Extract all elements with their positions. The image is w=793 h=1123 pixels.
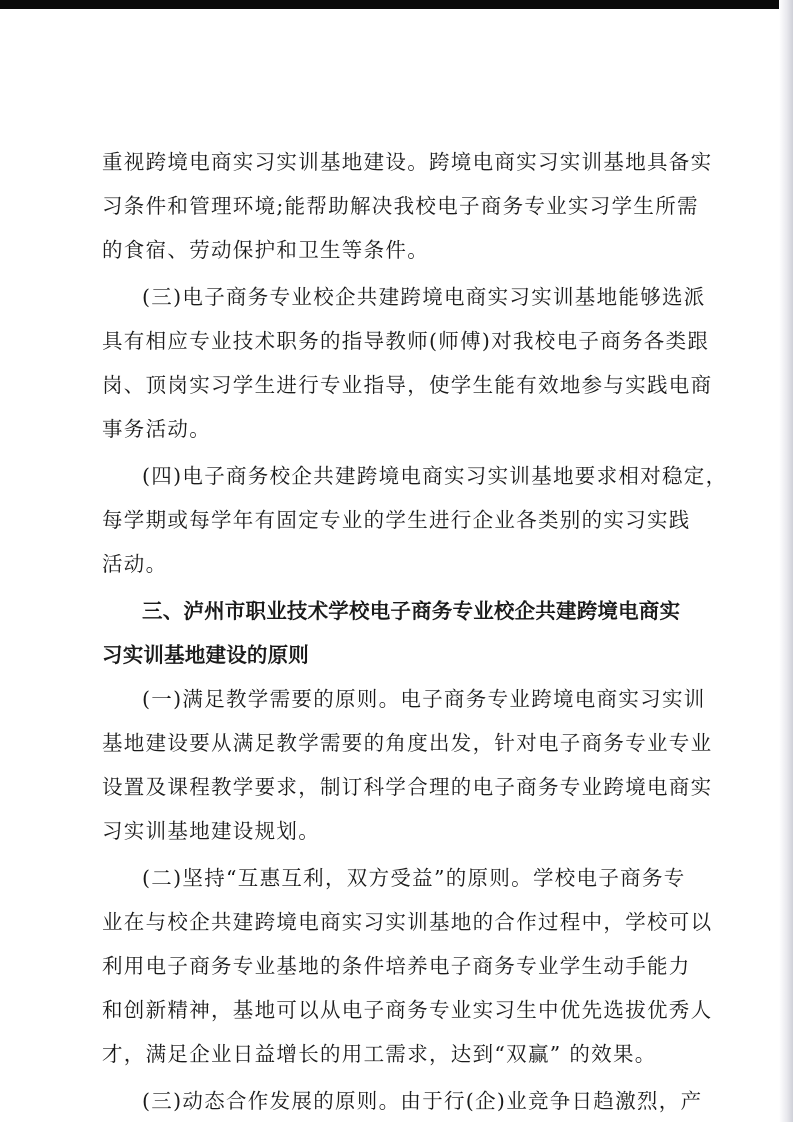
paragraph-1 <box>102 140 713 272</box>
text-line: 活动。 <box>102 552 168 576</box>
text-line: 利用电子商务专业基地的条件培养电子商务专业学生动手能力 <box>102 954 691 978</box>
section-heading <box>102 589 696 677</box>
text-line: (一)满足教学需要的原则。电子商务专业跨境电商实习实训 <box>142 687 706 711</box>
heading-line: 三、泸州市职业技术学校电子商务专业校企共建跨境电商实 <box>142 599 681 623</box>
text-line: 每学期或每学年有固定专业的学生进行企业各类别的实习实践 <box>102 508 691 532</box>
paragraph-3 <box>102 454 728 586</box>
text-line: 事务活动。 <box>102 417 211 441</box>
text-line: 的食宿、劳动保护和卫生等条件。 <box>102 238 429 262</box>
text-line: 习实训基地建设规划。 <box>102 819 320 843</box>
text-line: 基地建设要从满足教学需要的角度出发，针对电子商务专业专业 <box>102 731 713 755</box>
text-line: 业在与校企共建跨境电商实习实训基地的合作过程中，学校可以 <box>102 910 713 934</box>
text-line: (四)电子商务校企共建跨境电商实习实训基地要求相对稳定， <box>142 464 728 488</box>
paragraph-5 <box>102 856 713 1076</box>
text-line: 具有相应专业技术职务的指导教师(师傅)对我校电子商务各类跟 <box>102 329 710 353</box>
text-line: 岗、顶岗实习学生进行专业指导，使学生能有效地参与实践电商 <box>102 373 713 397</box>
heading-line: 习实训基地建设的原则 <box>102 643 309 667</box>
text-line: (三)动态合作发展的原则。由于行(企)业竞争日趋激烈，产 <box>142 1089 703 1113</box>
paragraph-4 <box>102 677 713 853</box>
paragraph-2 <box>102 275 713 451</box>
text-line: 才，满足企业日益增长的用工需求，达到“双赢” 的效果。 <box>102 1042 657 1066</box>
text-line: 和创新精神，基地可以从电子商务专业实习生中优先选拔优秀人 <box>102 998 713 1022</box>
text-line: 设置及课程教学要求，制订科学合理的电子商务专业跨境电商实 <box>102 775 713 799</box>
scan-top-border <box>0 0 793 9</box>
paragraph-6 <box>102 1079 703 1123</box>
text-line: (三)电子商务专业校企共建跨境电商实习实训基地能够选派 <box>142 285 706 309</box>
text-line: 重视跨境电商实习实训基地建设。跨境电商实习实训基地具备实 <box>102 150 713 174</box>
scan-right-edge <box>779 0 793 1122</box>
text-line: (二)坚持“互惠互利，双方受益”的原则。学校电子商务专 <box>142 866 686 890</box>
document-page <box>102 140 728 1123</box>
text-line: 习条件和管理环境;能帮助解决我校电子商务专业实习学生所需 <box>102 194 699 218</box>
